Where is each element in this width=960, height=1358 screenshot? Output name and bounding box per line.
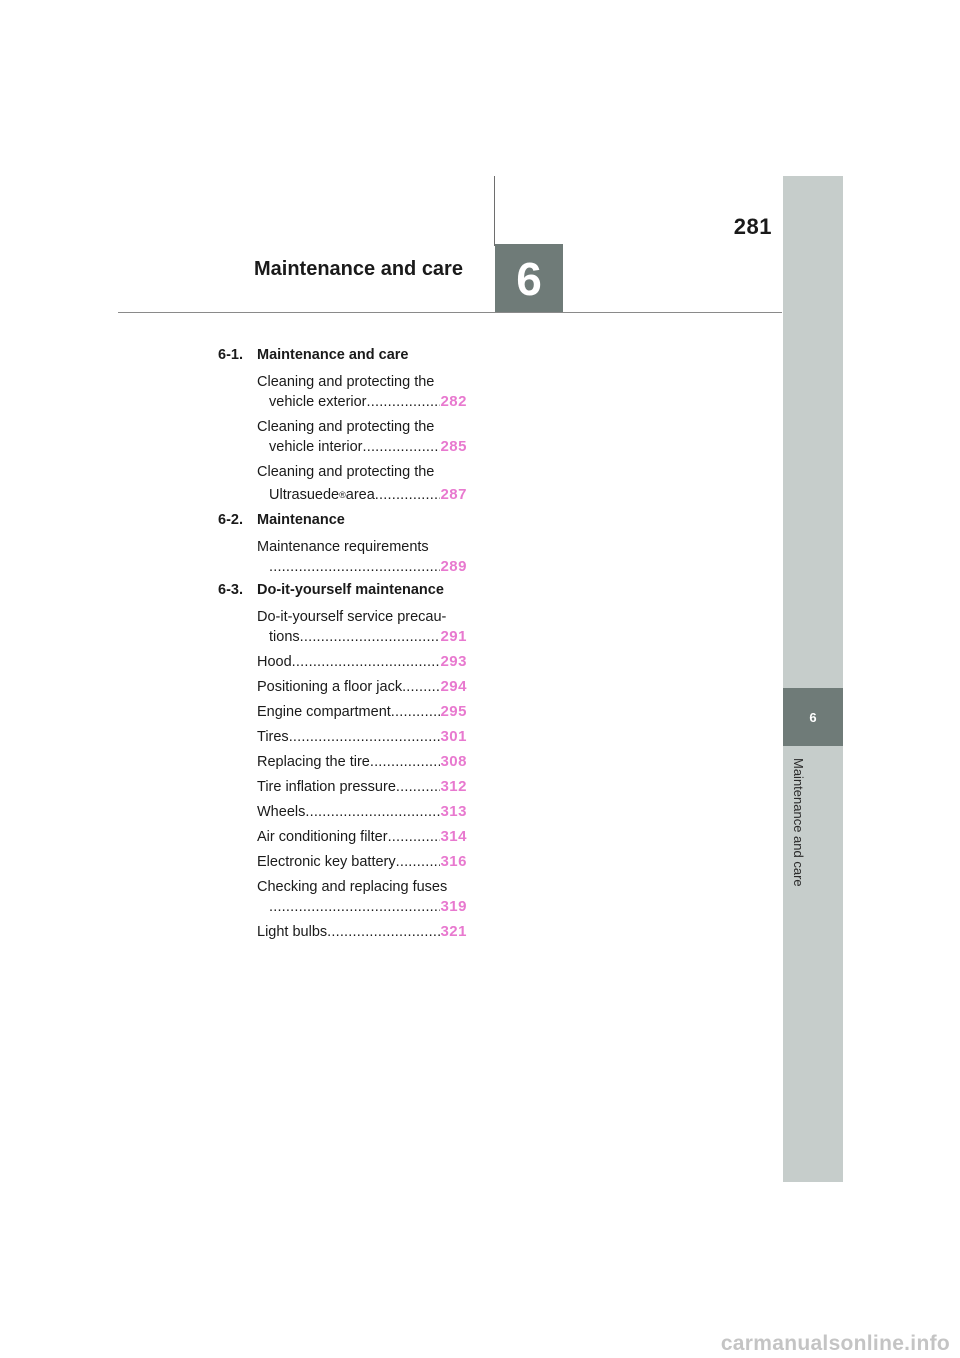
entry-text: Engine compartment <box>257 704 391 720</box>
leader-dots <box>269 897 440 917</box>
page-link[interactable]: 301 <box>440 728 467 745</box>
section-number: 6-1. <box>218 347 243 363</box>
entry-text: Electronic key battery <box>257 854 396 870</box>
page-link[interactable]: 314 <box>440 828 467 845</box>
side-chapter-tab[interactable]: 6 <box>783 688 843 746</box>
leader-dots <box>396 852 441 872</box>
section-title: Maintenance <box>257 512 345 528</box>
toc-section-6-2[interactable] <box>218 512 345 528</box>
chapter-number-box: 6 <box>495 244 563 313</box>
page-link[interactable]: 294 <box>440 678 467 695</box>
page-link[interactable]: 293 <box>440 653 467 670</box>
header-divider-vertical <box>494 176 495 246</box>
entry-text: Do-it-yourself service precau- <box>257 609 447 625</box>
leader-dots <box>269 557 440 577</box>
leader-dots <box>402 677 440 697</box>
section-title: Do-it-yourself maintenance <box>257 582 444 598</box>
chapter-title: Maintenance and care <box>254 258 463 280</box>
entry-text: Ultrasuede <box>269 487 340 503</box>
section-title: Maintenance and care <box>257 347 409 363</box>
leader-dots <box>292 652 441 672</box>
leader-dots <box>388 827 441 847</box>
toc-entry-exterior[interactable] <box>257 372 467 412</box>
toc-entry-replacing-tire[interactable] <box>257 752 467 772</box>
toc-section-6-3[interactable] <box>218 582 444 598</box>
entry-text: Tire inflation pressure <box>257 779 396 795</box>
entry-text: Cleaning and protecting the <box>257 464 435 480</box>
toc-entry-floor-jack[interactable] <box>257 677 467 697</box>
section-number: 6-2. <box>218 512 243 528</box>
leader-dots <box>375 485 441 505</box>
page-link[interactable]: 291 <box>440 628 467 645</box>
side-chapter-label: Maintenance and care <box>791 758 806 887</box>
page-link[interactable]: 313 <box>440 803 467 820</box>
entry-text: Air conditioning filter <box>257 829 388 845</box>
entry-text: Maintenance requirements <box>257 539 429 555</box>
toc-entry-fuses[interactable] <box>257 877 467 917</box>
registered-mark: ® <box>339 490 346 500</box>
toc-entry-engine-compartment[interactable] <box>257 702 467 722</box>
entry-text: Light bulbs <box>257 924 328 940</box>
leader-dots <box>289 727 441 747</box>
page-link[interactable]: 285 <box>440 438 467 455</box>
page-number: 281 <box>733 214 772 239</box>
leader-dots <box>391 702 441 722</box>
entry-text: vehicle interior <box>269 439 363 455</box>
toc-entry-hood[interactable] <box>257 652 467 672</box>
entry-text: Positioning a floor jack <box>257 679 403 695</box>
entry-text: Tires <box>257 729 289 745</box>
entry-text: Cleaning and protecting the <box>257 374 435 390</box>
toc-entry-tires[interactable] <box>257 727 467 747</box>
leader-dots <box>396 777 441 797</box>
toc-section-6-1[interactable] <box>218 347 409 363</box>
toc-entry-tire-pressure[interactable] <box>257 777 467 797</box>
leader-dots <box>305 802 440 822</box>
page-link[interactable]: 295 <box>440 703 467 720</box>
entry-text: Replacing the tire <box>257 754 370 770</box>
leader-dots <box>370 752 441 772</box>
watermark: carmanualsonline.info <box>720 1332 950 1355</box>
toc-entry-ultrasuede[interactable] <box>257 462 467 505</box>
entry-text: vehicle exterior <box>269 394 367 410</box>
leader-dots <box>367 392 441 412</box>
toc-entry-wheels[interactable] <box>257 802 467 822</box>
page-link[interactable]: 321 <box>440 923 467 940</box>
entry-text: tions <box>269 629 300 645</box>
leader-dots <box>363 437 441 457</box>
toc-entry-maintenance-requirements[interactable] <box>257 537 467 577</box>
entry-text: area <box>345 487 375 503</box>
section-number: 6-3. <box>218 582 243 598</box>
page-link[interactable]: 308 <box>440 753 467 770</box>
side-thumb-strip <box>783 176 843 1182</box>
header-divider-horizontal <box>118 312 782 313</box>
leader-dots <box>300 627 441 647</box>
page-link[interactable]: 282 <box>440 393 467 410</box>
page-link[interactable]: 289 <box>440 558 467 575</box>
entry-text: Hood <box>257 654 292 670</box>
toc-entry-interior[interactable] <box>257 417 467 457</box>
entry-text: Cleaning and protecting the <box>257 419 435 435</box>
page-link[interactable]: 312 <box>440 778 467 795</box>
toc-entry-ac-filter[interactable] <box>257 827 467 847</box>
page-link[interactable]: 316 <box>440 853 467 870</box>
entry-text: Checking and replacing fuses <box>257 879 448 895</box>
page-link[interactable]: 287 <box>440 486 467 503</box>
toc-entry-light-bulbs[interactable] <box>257 922 467 942</box>
leader-dots <box>327 922 440 942</box>
toc-entry-key-battery[interactable] <box>257 852 467 872</box>
entry-text: Wheels <box>257 804 306 820</box>
page-link[interactable]: 319 <box>440 898 467 915</box>
toc-entry-service-precautions[interactable] <box>257 607 467 647</box>
